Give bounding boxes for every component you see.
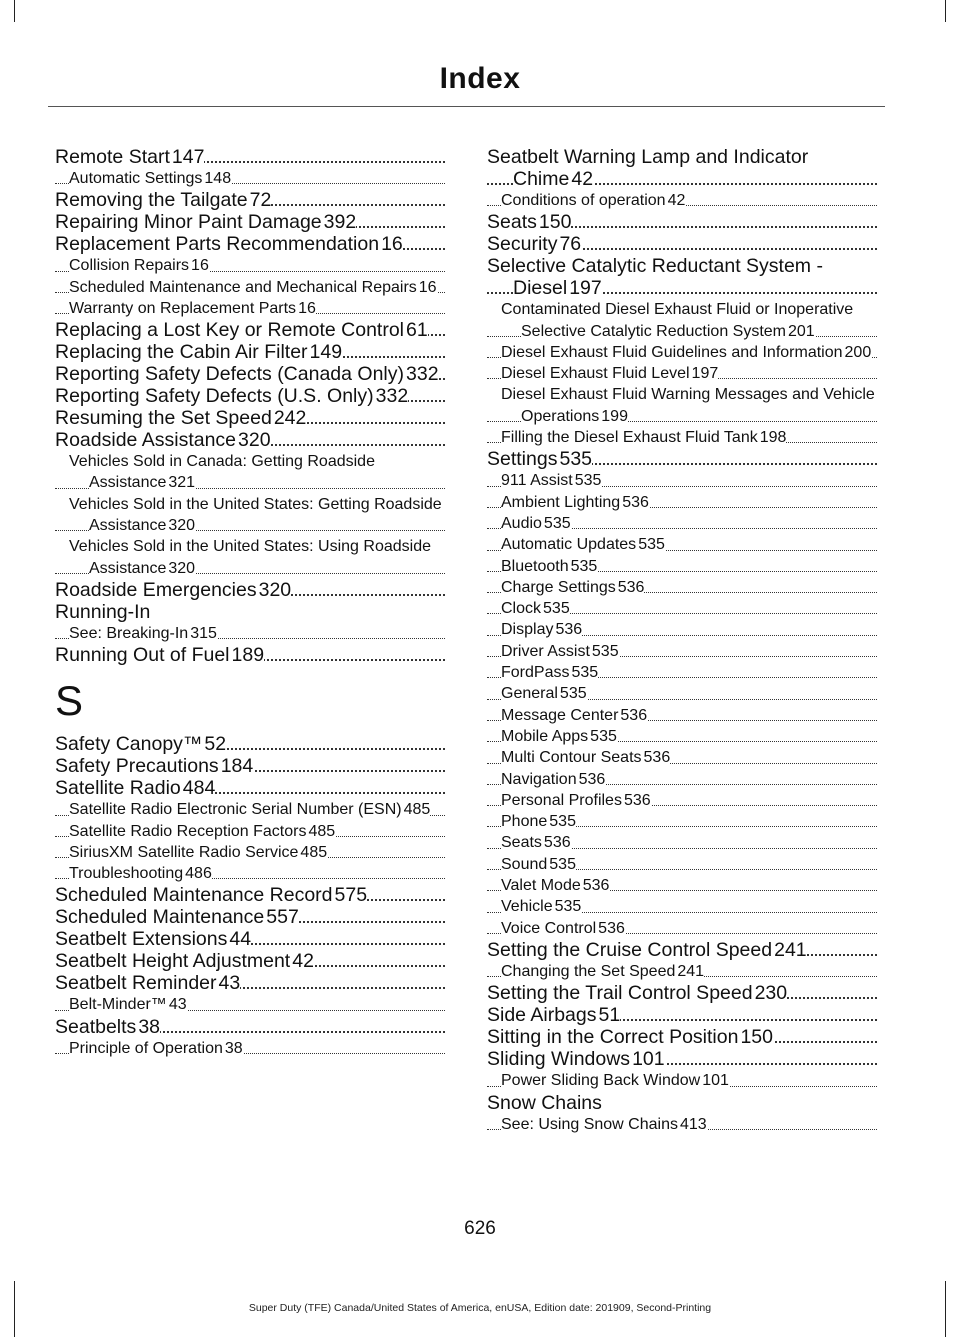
index-subentry[interactable] — [487, 190, 877, 211]
entry-page-number: 51 — [598, 1004, 621, 1027]
index-entry[interactable] — [487, 233, 877, 255]
index-entry[interactable] — [55, 601, 445, 623]
entry-page-number: 197 — [569, 277, 602, 300]
index-subentry[interactable] — [487, 918, 877, 939]
entry-text: Remote Start — [55, 146, 170, 168]
index-subentry[interactable] — [487, 598, 877, 619]
entry-text: Satellite Radio Reception Factors — [69, 822, 307, 840]
entry-text: Automatic Settings — [69, 170, 203, 187]
entry-page-number: 241 — [677, 962, 705, 980]
index-subentry[interactable] — [487, 705, 877, 726]
index-entry[interactable] — [55, 906, 445, 928]
entry-page-number: 535 — [570, 557, 598, 575]
page-number: 626 — [464, 1218, 496, 1239]
index-entry[interactable] — [55, 1016, 445, 1038]
entry-page-number: 61 — [406, 319, 428, 342]
index-subentry[interactable] — [55, 494, 445, 537]
entry-text: Automatic Updates — [501, 536, 637, 554]
entry-text: Scheduled Maintenance and Mechanical Repairs — [69, 278, 417, 296]
index-entry[interactable] — [55, 972, 445, 994]
index-entry[interactable] — [487, 1048, 877, 1070]
entry-page-number: 535 — [543, 600, 570, 618]
entry-text: Resuming the Set Speed — [55, 407, 272, 430]
entry-text: Setting the Trail Control Speed — [487, 982, 753, 1005]
entry-text: Charge Settings — [501, 578, 616, 596]
entry-text: Vehicle — [501, 898, 553, 916]
entry-page-number: 575 — [334, 884, 368, 907]
index-subentry[interactable] — [487, 854, 877, 875]
entry-text: Mobile Apps — [501, 727, 589, 745]
index-subentry[interactable] — [55, 863, 445, 884]
crop-mark-top-left — [14, 0, 15, 22]
index-subentry[interactable] — [487, 577, 877, 598]
entry-text: Seats — [487, 211, 537, 234]
index-subentry[interactable] — [55, 536, 445, 579]
entry-page-number: 392 — [323, 211, 357, 234]
entry-text: Diesel Exhaust Fluid Guidelines and Information — [501, 343, 843, 361]
index-entry[interactable] — [55, 950, 445, 972]
entry-text: Snow Chains — [487, 1091, 602, 1114]
index-subentry[interactable] — [487, 683, 877, 704]
entry-text: Contaminated Diesel Exhaust Fluid or Inoperative Selective Catalytic Reduction System — [501, 301, 854, 340]
entry-page-number: 320 — [168, 517, 196, 535]
entry-page-number: 16 — [191, 257, 209, 275]
entry-text: SiriusXM Satellite Radio Service — [69, 843, 299, 861]
footer-edition-text: Super Duty (TFE) Canada/United States of America, enUSA, Edition date: 201909, Second-Printing — [248, 1302, 712, 1314]
index-subentry[interactable] — [487, 896, 877, 917]
index-entry[interactable] — [55, 146, 445, 168]
entry-page-number: 485 — [308, 822, 336, 840]
entry-page-number: 485 — [300, 843, 328, 861]
entry-text: Troubleshooting — [69, 865, 184, 883]
index-subentry[interactable] — [55, 451, 445, 494]
entry-page-number: 536 — [620, 706, 648, 724]
index-entry[interactable] — [487, 146, 877, 190]
index-subentry[interactable] — [487, 342, 877, 363]
entry-page-number: 199 — [601, 407, 628, 425]
entry-page-number: 320 — [258, 578, 292, 601]
entry-page-number: 148 — [204, 170, 232, 187]
index-subentry[interactable] — [55, 168, 445, 189]
index-entry[interactable] — [487, 255, 877, 299]
index-entry[interactable] — [55, 189, 445, 211]
index-subentry[interactable] — [487, 427, 877, 448]
entry-text: Replacement Parts Recommendation — [55, 233, 380, 256]
index-subentry[interactable] — [487, 384, 877, 427]
entry-text: Replacing a Lost Key or Remote Control — [55, 319, 405, 342]
entry-text: Removing the Tailgate — [55, 189, 248, 212]
entry-text: Diesel Exhaust Fluid Level — [501, 365, 690, 383]
index-subentry[interactable] — [487, 492, 877, 513]
entry-page-number: 536 — [643, 749, 671, 767]
index-subentry[interactable] — [487, 556, 877, 577]
entry-page-number: 198 — [759, 429, 787, 447]
index-entry[interactable] — [487, 1004, 877, 1026]
entry-text: Driver Assist — [501, 642, 590, 660]
entry-text: Filling the Diesel Exhaust Fluid Tank — [501, 429, 758, 447]
section-letter: S — [55, 677, 84, 725]
index-entry[interactable] — [55, 429, 445, 451]
entry-text: Vehicles Sold in the United States: Using Roadside Assistance — [69, 538, 431, 577]
entry-text: Seatbelt Warning Lamp and Indicator Chime — [487, 146, 809, 190]
index-subentry[interactable] — [55, 799, 445, 820]
index-column-left — [55, 146, 445, 1059]
index-subentry[interactable] — [487, 875, 877, 896]
entry-page-number: 242 — [273, 407, 307, 430]
index-entry[interactable] — [55, 777, 445, 799]
entry-page-number: 101 — [632, 1048, 665, 1071]
entry-text: 911 Assist — [501, 472, 573, 490]
index-entry[interactable] — [55, 385, 445, 407]
entry-page-number: 150 — [538, 211, 572, 234]
entry-page-number: 535 — [549, 855, 576, 873]
entry-text: Sitting in the Correct Position — [487, 1026, 739, 1049]
crop-mark-top-right — [945, 0, 946, 22]
index-subentry[interactable] — [487, 1114, 877, 1135]
index-subentry[interactable] — [55, 255, 445, 276]
entry-text: FordPass — [501, 664, 570, 682]
entry-text: Roadside Assistance — [55, 429, 237, 452]
index-entry[interactable] — [55, 884, 445, 906]
entry-page-number: 536 — [622, 493, 649, 511]
entry-text: Principle of Operation — [69, 1039, 223, 1057]
entry-text: Changing the Set Speed — [501, 962, 676, 980]
entry-text: Seatbelt Height Adjustment — [55, 950, 291, 973]
index-entry[interactable] — [55, 644, 445, 666]
entry-text: Navigation — [501, 770, 577, 788]
entry-page-number: 413 — [679, 1115, 707, 1133]
entry-text: Personal Profiles — [501, 791, 622, 809]
entry-text: Vehicles Sold in Canada: Getting Roadside Assistance — [69, 453, 375, 492]
entry-page-number: 184 — [220, 755, 254, 778]
entry-page-number: 536 — [623, 791, 651, 809]
entry-text: Warranty on Replacement Parts — [69, 299, 297, 317]
entry-page-number: 101 — [702, 1072, 729, 1090]
entry-page-number: 321 — [168, 474, 196, 492]
index-entry[interactable] — [55, 733, 445, 755]
index-subentry[interactable] — [55, 277, 445, 298]
entry-page-number: 320 — [238, 429, 271, 452]
entry-page-number: 52 — [204, 733, 227, 756]
index-subentry[interactable] — [487, 470, 877, 491]
index-entry[interactable] — [55, 755, 445, 777]
index-subentry[interactable] — [487, 790, 877, 811]
entry-page-number: 535 — [559, 685, 587, 703]
entry-page-number: 230 — [754, 982, 788, 1005]
entry-text: Voice Control — [501, 919, 597, 937]
entry-page-number: 42 — [571, 168, 594, 190]
entry-text: Scheduled Maintenance — [55, 906, 265, 929]
index-entry[interactable] — [487, 448, 877, 470]
entry-text: Sound — [501, 855, 548, 873]
entry-page-number: 536 — [578, 770, 606, 788]
entry-page-number: 535 — [554, 898, 582, 916]
entry-text: Clock — [501, 600, 542, 618]
index-subentry[interactable] — [487, 513, 877, 534]
index-entry[interactable] — [487, 211, 877, 233]
entry-page-number: 150 — [740, 1026, 773, 1049]
index-subentry[interactable] — [55, 994, 445, 1015]
entry-page-number: 535 — [590, 727, 617, 745]
entry-text: Vehicles Sold in the United States: Getting Roadside Assistance — [69, 495, 442, 535]
index-subentry[interactable] — [487, 832, 877, 853]
entry-text: Multi Contour Seats — [501, 749, 642, 767]
entry-text: Display — [501, 621, 554, 639]
entry-page-number: 536 — [582, 877, 610, 895]
entry-page-number: 486 — [185, 865, 212, 883]
entry-page-number: 485 — [403, 801, 431, 819]
entry-text: Ambient Lighting — [501, 493, 621, 511]
entry-page-number: 332 — [406, 363, 439, 386]
entry-page-number: 42 — [292, 950, 314, 973]
entry-page-number: 149 — [309, 341, 343, 364]
entry-text: Power Sliding Back Window — [501, 1072, 701, 1090]
entry-text: General — [501, 685, 558, 703]
index-entry[interactable] — [55, 363, 445, 385]
entry-text: Collision Repairs — [69, 257, 190, 275]
index-subentry[interactable] — [487, 662, 877, 683]
entry-page-number: 147 — [171, 146, 205, 168]
index-entry[interactable] — [487, 1092, 877, 1114]
entry-page-number: 536 — [598, 919, 625, 937]
entry-page-number: 332 — [375, 385, 409, 408]
entry-page-number: 535 — [559, 448, 593, 471]
entry-page-number: 535 — [571, 664, 599, 682]
entry-text: Valet Mode — [501, 877, 581, 895]
entry-text: Settings — [487, 448, 558, 471]
entry-text: Audio — [501, 514, 542, 532]
index-subentry[interactable] — [487, 747, 877, 768]
entry-page-number: 484 — [182, 777, 216, 800]
index-subentry[interactable] — [487, 534, 877, 555]
entry-page-number: 536 — [543, 834, 571, 852]
entry-page-number: 535 — [591, 642, 619, 660]
index-subentry[interactable] — [487, 363, 877, 384]
entry-page-number: 201 — [788, 322, 815, 340]
entry-text: Phone — [501, 813, 548, 831]
index-entry[interactable] — [487, 1026, 877, 1048]
index-subentry[interactable] — [487, 726, 877, 747]
page-title: Index — [439, 62, 521, 95]
entry-page-number: 320 — [168, 559, 196, 577]
entry-page-number: 557 — [266, 906, 299, 929]
entry-text: Sliding Windows — [487, 1048, 631, 1071]
entry-text: Running-In — [55, 600, 151, 623]
entry-text: Running Out of Fuel — [55, 644, 230, 667]
entry-page-number: 197 — [691, 365, 719, 383]
index-subentry[interactable] — [487, 619, 877, 640]
index-entry[interactable] — [487, 982, 877, 1004]
index-subentry[interactable] — [487, 641, 877, 662]
index-subentry[interactable] — [487, 299, 877, 342]
entry-page-number: 38 — [224, 1039, 243, 1057]
header-divider — [48, 106, 885, 107]
entry-text: Repairing Minor Paint Damage — [55, 211, 322, 234]
entry-text: Scheduled Maintenance Record — [55, 884, 333, 907]
entry-page-number: 16 — [418, 278, 437, 296]
index-subentry[interactable] — [55, 1038, 445, 1059]
entry-text: Diesel Exhaust Fluid Warning Messages and Vehicle Operations — [501, 386, 875, 425]
entry-page-number: 72 — [249, 189, 272, 212]
entry-text: Reporting Safety Defects (U.S. Only) — [55, 385, 374, 408]
index-entry[interactable] — [487, 939, 877, 961]
index-column-right — [487, 146, 877, 1135]
entry-text: Reporting Safety Defects (Canada Only) — [55, 363, 405, 386]
entry-page-number: 189 — [231, 644, 265, 667]
index-subentry[interactable] — [487, 1070, 877, 1091]
index-entry[interactable] — [55, 233, 445, 255]
index-entry[interactable] — [55, 928, 445, 950]
entry-page-number: 43 — [168, 996, 187, 1014]
entry-text: Bluetooth — [501, 557, 569, 575]
entry-text: Satellite Radio — [55, 777, 181, 800]
entry-text: Safety Precautions — [55, 755, 219, 778]
index-entry[interactable] — [55, 211, 445, 233]
index-subentry[interactable] — [55, 842, 445, 863]
entry-text: Seatbelts — [55, 1015, 137, 1038]
entry-text: Message Center — [501, 706, 619, 724]
index-subentry[interactable] — [487, 961, 877, 982]
entry-page-number: 16 — [381, 233, 403, 256]
index-subentry[interactable] — [55, 623, 445, 644]
entry-text: Security — [487, 233, 558, 256]
entry-text: Roadside Emergencies — [55, 578, 257, 601]
entry-page-number: 43 — [218, 972, 241, 995]
entry-text: Safety Canopy™ — [55, 733, 203, 756]
entry-page-number: 535 — [549, 813, 576, 831]
entry-page-number: 315 — [190, 624, 217, 642]
entry-text: Belt-Minder™ — [69, 996, 167, 1014]
entry-page-number: 200 — [844, 343, 872, 361]
entry-page-number: 44 — [229, 928, 252, 951]
entry-text: Seatbelt Reminder — [55, 972, 217, 995]
entry-page-number: 42 — [667, 192, 686, 209]
entry-text: See: Breaking-In — [69, 624, 189, 642]
entry-page-number: 241 — [774, 938, 807, 961]
entry-text: Setting the Cruise Control Speed — [487, 938, 773, 961]
entry-page-number: 76 — [559, 233, 582, 256]
entry-text: See: Using Snow Chains — [501, 1115, 678, 1133]
entry-text: Satellite Radio Electronic Serial Number (ESN) — [69, 801, 402, 819]
entry-page-number: 535 — [574, 472, 602, 490]
entry-page-number: 535 — [543, 514, 571, 532]
entry-text: Selective Catalytic Reductant System - Diesel — [487, 255, 823, 300]
entry-text: Seats — [501, 834, 542, 852]
index-subentry[interactable] — [55, 821, 445, 842]
index-entry[interactable] — [55, 319, 445, 341]
index-subentry[interactable] — [487, 769, 877, 790]
entry-page-number: 16 — [298, 299, 316, 317]
entry-text: Conditions of operation — [501, 192, 666, 209]
index-entry[interactable] — [55, 341, 445, 363]
entry-page-number: 536 — [617, 578, 645, 596]
entry-page-number: 535 — [638, 536, 665, 554]
entry-page-number: 38 — [138, 1015, 161, 1038]
index-subentry[interactable] — [487, 811, 877, 832]
index-subentry[interactable] — [55, 298, 445, 319]
index-entry[interactable] — [55, 407, 445, 429]
entry-text: Seatbelt Extensions — [55, 928, 228, 951]
entry-text: Replacing the Cabin Air Filter — [55, 341, 308, 364]
entry-text: Side Airbags — [487, 1004, 597, 1027]
index-entry[interactable] — [55, 579, 445, 601]
entry-page-number: 536 — [555, 621, 583, 639]
